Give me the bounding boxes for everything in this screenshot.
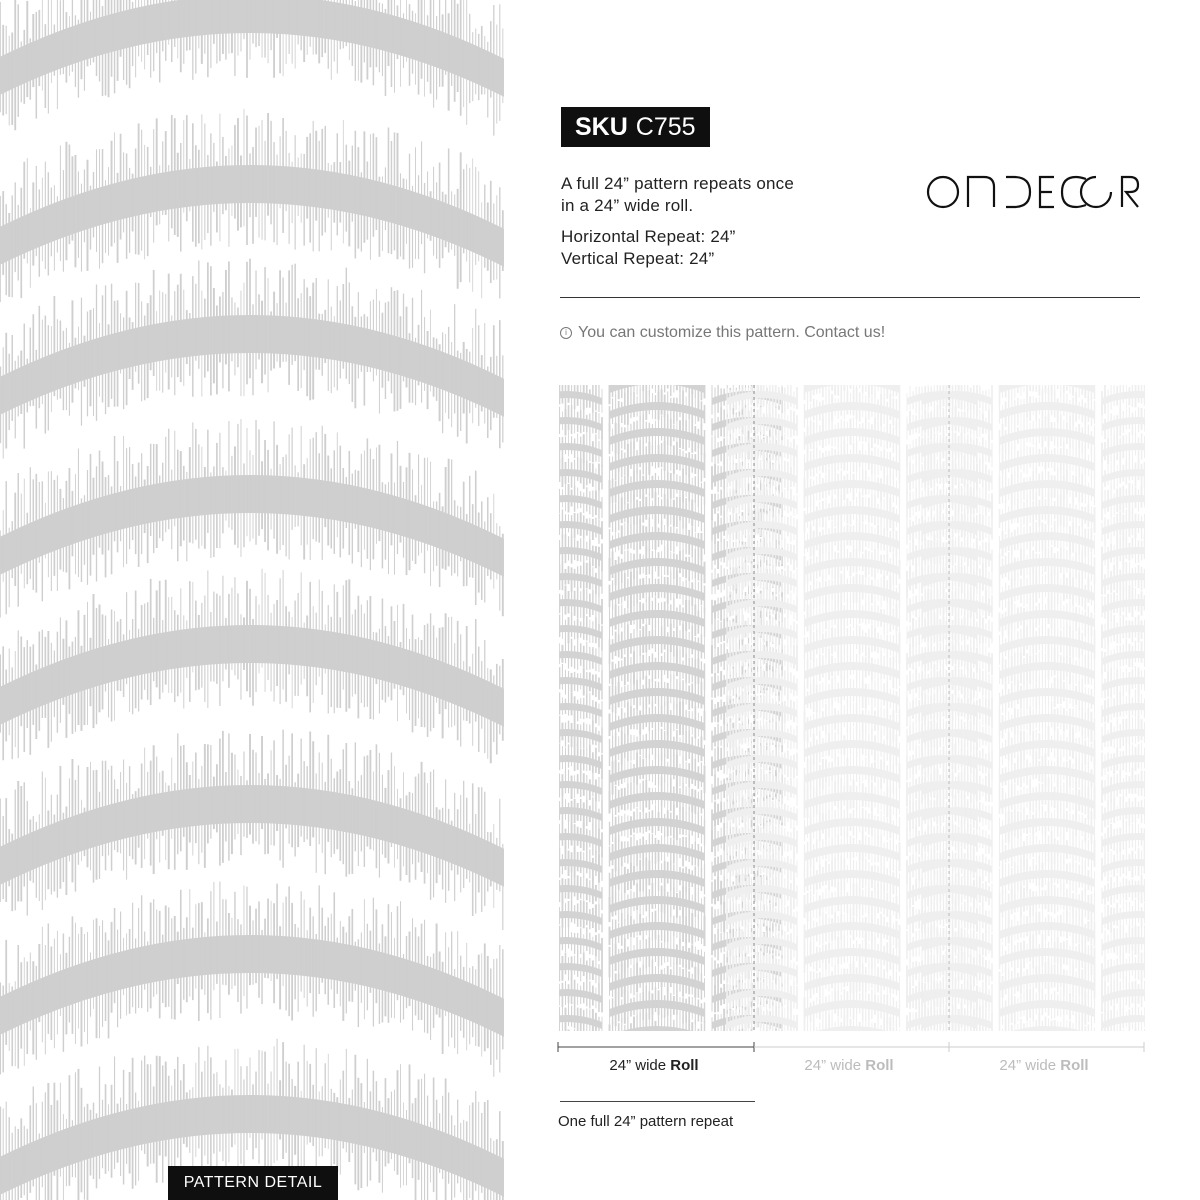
roll-preview	[559, 385, 1145, 1031]
sku-key: SKU	[575, 112, 628, 141]
roll-label-2: 24” wide Roll	[804, 1057, 894, 1074]
repeat-description	[561, 173, 794, 217]
section-divider	[560, 297, 1140, 298]
pattern-repeat-caption: One full 24” pattern repeat	[558, 1113, 734, 1130]
pattern-repeat-line	[560, 1101, 755, 1102]
sku-badge	[561, 107, 710, 147]
pattern-detail-image	[0, 0, 504, 1200]
ondecor-logo	[926, 168, 1142, 216]
description-line-2: in a 24” wide roll.	[561, 196, 694, 215]
ondecor-logo-mark	[926, 168, 1142, 216]
horizontal-repeat: Horizontal Repeat: 24”	[561, 227, 736, 246]
sku-value: C755	[635, 112, 696, 141]
info-icon: i	[560, 327, 572, 339]
vertical-repeat: Vertical Repeat: 24”	[561, 249, 715, 268]
roll-label-3: 24” wide Roll	[999, 1057, 1089, 1074]
ikat-arch-pattern	[0, 0, 504, 1200]
description-line-1: A full 24” pattern repeats once	[561, 174, 795, 193]
customize-notice[interactable]	[560, 324, 885, 342]
pattern-detail-label: PATTERN DETAIL	[168, 1166, 338, 1200]
roll-width-measure	[554, 1040, 1150, 1054]
roll-preview-pattern	[559, 385, 1145, 1031]
repeat-specs	[561, 226, 736, 270]
customize-text: You can customize this pattern. Contact us!	[578, 324, 886, 341]
roll-label-1: 24” wide Roll	[609, 1057, 699, 1074]
